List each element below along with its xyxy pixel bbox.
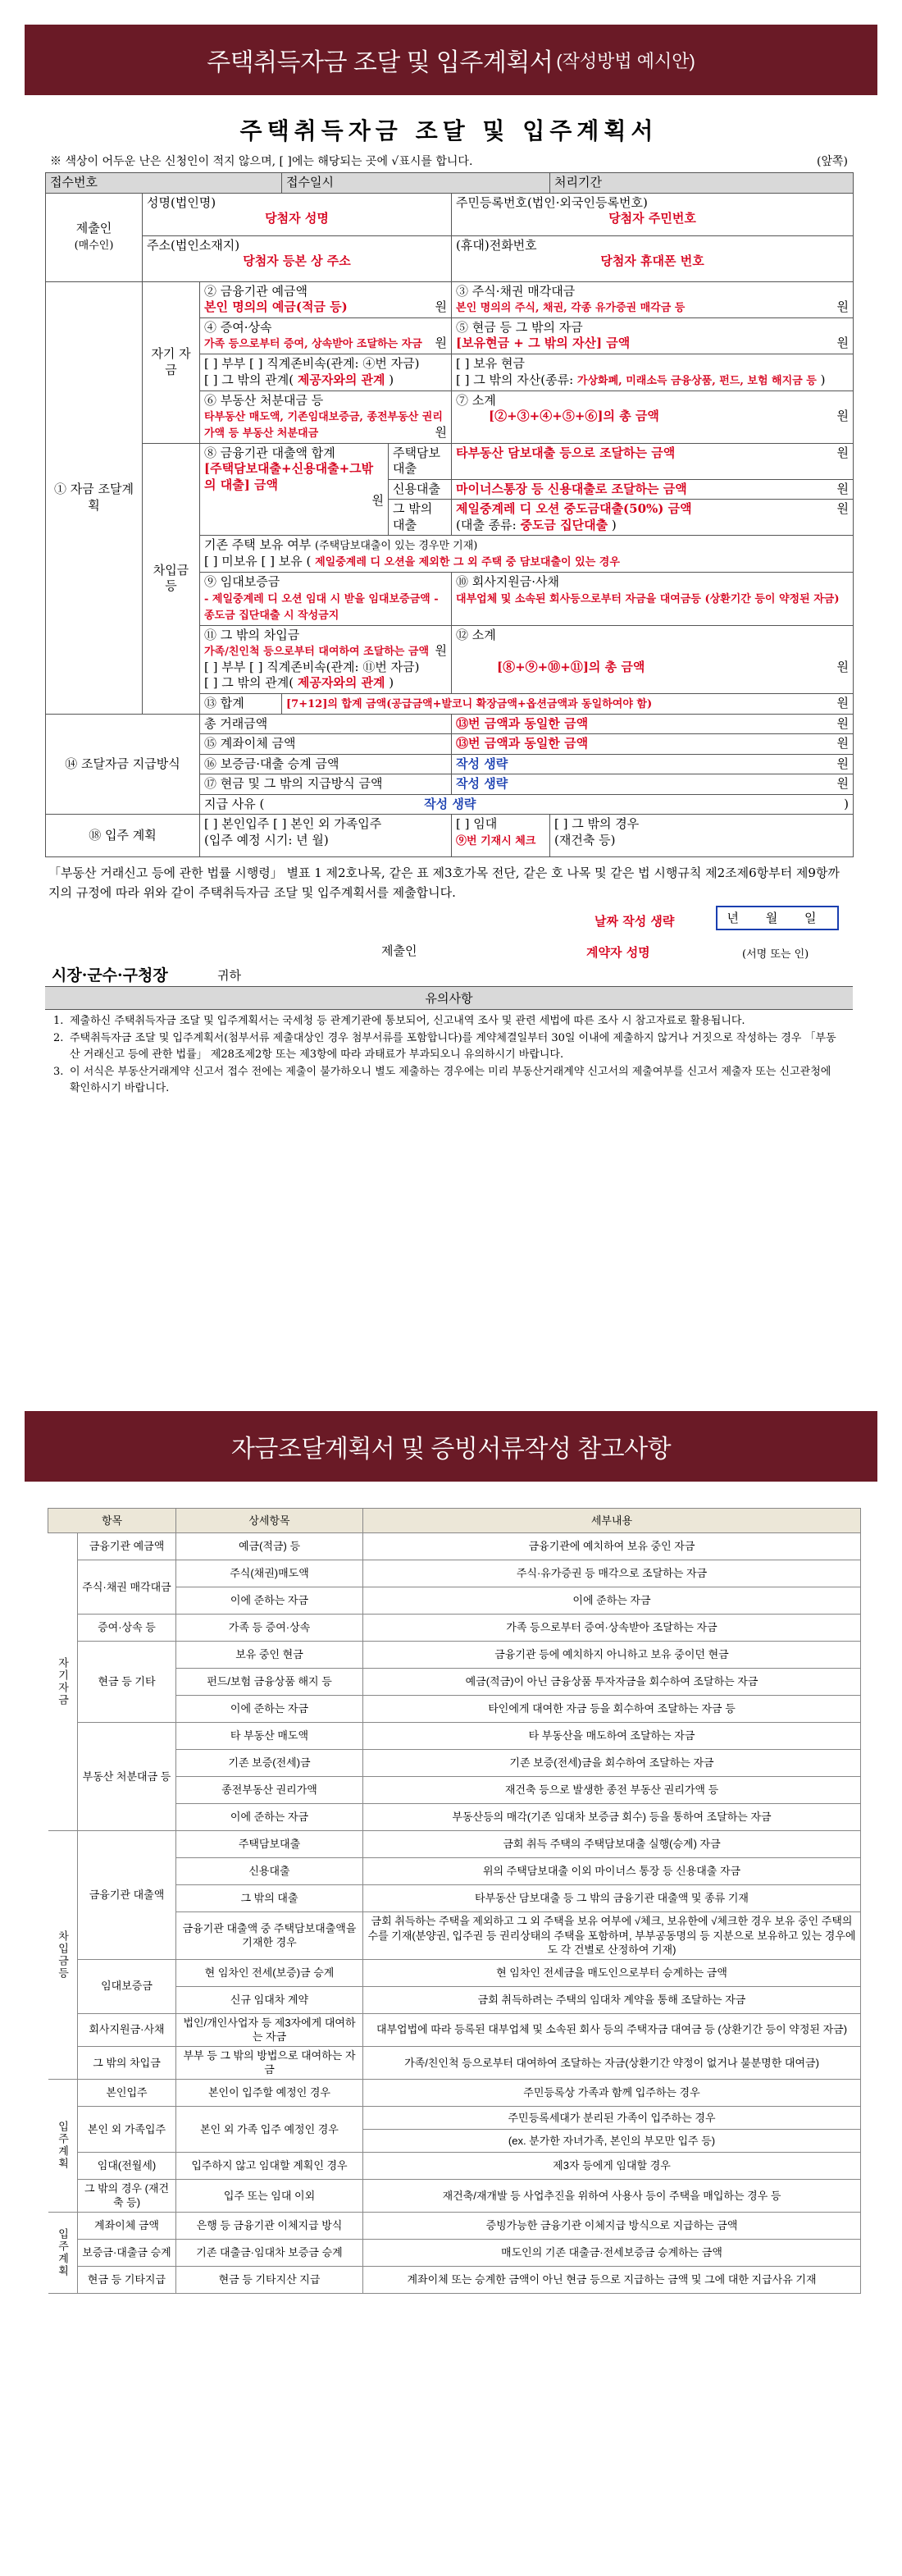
reference-detail: 그 밖의 대출 — [176, 1885, 363, 1912]
reference-item: 그 밖의 경우 (재건축 등) — [78, 2179, 176, 2212]
declaration-text: 「부동산 거래신고 등에 관한 법률 시행령」 별표 1 제2호나목, 같은 표 제3호가목 전단, 같은 호 나목 및 같은 법 시행규칙 제2조제6항부터 제9항까지의 규정에 따라 위와 같이 주택취득자금 조달 및 입주계획서를 제출합니다. — [48, 866, 840, 900]
transfer-field[interactable]: ⑬번 금액과 동일한 금액 원 — [452, 734, 854, 755]
application-form — [45, 113, 853, 1098]
reference-detail: 이에 준하는 자금 — [176, 1587, 363, 1615]
stock-field[interactable]: ③ 주식·채권 매각대금 본인 명의의 주식, 채권, 각종 유가증권 매각금 등 원 — [452, 281, 854, 317]
transfer-label: ⑮ 계좌이체 금액 — [200, 734, 452, 755]
phone-field[interactable]: (휴대)전화번호 당첨자 휴대폰 번호 — [452, 235, 854, 281]
reference-detail: 본인이 입주할 예정인 경우 — [176, 2079, 363, 2106]
reference-group: 입주계획 — [48, 2079, 78, 2212]
receipt-date: 접수일시 — [282, 173, 550, 194]
reference-detail: 신용대출 — [176, 1858, 363, 1885]
reference-content: 주민등록상 가족과 함께 입주하는 경우 — [363, 2079, 861, 2106]
reference-content: 금융기관 등에 예치하지 아니하고 보유 중이던 현금 — [363, 1642, 861, 1669]
reference-item: 금융기관 대출액 — [78, 1831, 176, 1960]
reference-content: 증빙가능한 금융기관 이체지급 방식으로 지급하는 금액 — [363, 2212, 861, 2239]
reference-row — [48, 1959, 861, 1986]
own-funds-label: 자기 자금 — [143, 281, 200, 443]
reference-detail: 현금 등 기타지산 지급 — [176, 2266, 363, 2293]
cash-pay-field[interactable]: 작성 생략 원 — [452, 774, 854, 795]
reference-detail: 현 임차인 전세(보증)금 승계 — [176, 1959, 363, 1986]
banner-subtitle: (작성방법 예시안) — [556, 50, 695, 71]
col-item: 항목 — [48, 1509, 176, 1533]
submitter-row-1 — [46, 193, 854, 235]
credit-loan-field[interactable]: 마이너스통장 등 신용대출로 조달하는 금액 원 — [452, 479, 854, 500]
reference-content: 계좌이체 또는 승계한 금액이 아닌 현금 등으로 지급하는 금액 및 그에 대한 지급사유 기재 — [363, 2266, 861, 2293]
date-note: 날짜 작성 생략 — [594, 913, 675, 929]
reference-content: 재건축/재개발 등 사업추진을 위하여 사용사 등이 주택을 매입하는 경우 등 — [363, 2179, 861, 2212]
reference-content: 위의 주택담보대출 이외 마이너스 통장 등 신용대출 자금 — [363, 1858, 861, 1885]
total-field[interactable]: [7+12]의 합계 금액(공급금액+발코니 확장금액+옵션금액과 동일하여야 함) 원 — [282, 693, 854, 714]
reference-content: 가족/친인척 등으로부터 대여하여 조달하는 자금(상환기간 약정이 없거나 불분명한 대여금) — [363, 2046, 861, 2079]
move-in-rent[interactable]: [ ] 임대 ⑨번 기재시 체크 — [452, 815, 550, 857]
reference-row — [48, 1560, 861, 1587]
reference-content: 현 임차인 전세금을 매도인으로부터 승계하는 금액 — [363, 1959, 861, 1986]
reference-detail: 이에 준하는 자금 — [176, 1696, 363, 1723]
reference-item: 증여·상속 등 — [78, 1615, 176, 1642]
reference-content: 주민등록세대가 분리된 가족이 입주하는 경우 — [363, 2106, 861, 2129]
mortgage-label: 주택담보대출 — [389, 443, 452, 479]
reference-content: 금회 취득하는 주택을 제외하고 그 외 주택을 보유 여부에 √체크, 보유한에 √체크한 경우 보유 중인 주택의 수를 기재(분양권, 입주권 등 권리상태의 주택을 포함하며, 부부공동명의 등 지분으로 보유하고 있는 경우에도 각 건별로 산정하여 기재) — [363, 1912, 861, 1960]
reference-row — [48, 2212, 861, 2239]
deposit-field[interactable]: ② 금융기관 예금액 본인 명의의 예금(적금 등) 원 — [200, 281, 452, 317]
other-borrow-field[interactable]: ⑪ 그 밖의 차입금 가족/친인척 등으로부터 대여하여 조달하는 금액 원 [ ] 부부 [ ] 직계존비속(관계: ⑪번 자금) [ ] 그 밖의 관계( 제공자와의 관계 ) — [200, 625, 452, 693]
reference-item: 보증금·대출금 승계 — [78, 2239, 176, 2266]
total-trade-field[interactable]: ⑬번 금액과 동일한 금액 원 — [452, 714, 854, 734]
reference-row — [48, 2106, 861, 2129]
reference-item: 임대(전월세) — [78, 2152, 176, 2179]
reference-row — [48, 1642, 861, 1669]
reference-item: 임대보증금 — [78, 1959, 176, 2013]
instruction-note: ※ 색상이 어두운 난은 신청인이 적지 않으며, [ ]에는 해당되는 곳에 √표시를 합니다. — [50, 155, 473, 168]
cash-type[interactable]: [ ] 보유 현금 [ ] 그 밖의 자산(종류: 가상화폐, 미래소득 금융상품, 펀드, 보험 해지금 등 ) — [452, 354, 854, 391]
reference-item: 주식·채권 매각대금 — [78, 1560, 176, 1615]
reference-detail: 가족 등 증여·상속 — [176, 1615, 363, 1642]
gift-field[interactable]: ④ 증여·상속 가족 등으로부터 증여, 상속받아 조달하는 자금 원 — [200, 317, 452, 354]
notice-title: 유의사항 — [45, 986, 853, 1010]
reference-item: 회사지원금·사채 — [78, 2013, 176, 2046]
reference-detail: 부부 등 그 밖의 방법으로 대여하는 자금 — [176, 2046, 363, 2079]
reference-row — [48, 2239, 861, 2266]
col-content: 세부내용 — [363, 1509, 861, 1533]
reference-detail: 신규 임대차 계약 — [176, 1986, 363, 2013]
move-in-label: ⑱ 입주 계획 — [46, 815, 200, 857]
reference-item: 부동산 처분대금 등 — [78, 1723, 176, 1831]
reference-detail: 법인/개인사업자 등 제3자에게 대여하는 자금 — [176, 2013, 363, 2046]
banner-title: 주택취득자금 조달 및 입주계획서 — [207, 49, 554, 76]
move-in-other[interactable]: [ ] 그 밖의 경우 (재건축 등) — [550, 815, 854, 857]
reference-content: 기존 보증(전세)금을 회수하여 조달하는 자금 — [363, 1750, 861, 1777]
cash-pay-label: ⑰ 현금 및 그 밖의 지급방식 금액 — [200, 774, 452, 795]
reference-content: 매도인의 기존 대출금·전세보증금 승계하는 금액 — [363, 2239, 861, 2266]
reference-content: 재건축 등으로 발생한 종전 부동산 권리가액 등 — [363, 1777, 861, 1804]
submitter-row-2 — [46, 235, 854, 281]
reference-detail: 본인 외 가족 입주 예정인 경우 — [176, 2106, 363, 2152]
page-side: (앞쪽) — [817, 155, 848, 168]
reference-detail: 예금(적금) 등 — [176, 1533, 363, 1560]
succession-label: ⑯ 보증금·대출 승계 금액 — [200, 754, 452, 774]
reference-detail: 금융기관 대출액 중 주택담보대출액을 기재한 경우 — [176, 1912, 363, 1960]
address-field[interactable]: 주소(법인소재지) 당첨자 등본 상 주소 — [143, 235, 452, 281]
submitter-sign-label: 제출인 — [381, 943, 417, 958]
reference-header — [48, 1509, 861, 1533]
reference-content: 금회 취득 주택의 주택담보대출 실행(승계) 자금 — [363, 1831, 861, 1858]
notice-item: 3. 이 서식은 부동산거래계약 신고서 접수 전에는 제출이 불가하오니 별도 제출하는 경우에는 미리 부동산거래계약 신고서의 제출여부를 신고서 제출자 또는 신고관청에 확인하시기 바랍니다. — [53, 1066, 831, 1094]
reference-content: 부동산등의 매각(기존 임대차 보증금 회수) 등을 통하여 조달하는 자금 — [363, 1804, 861, 1831]
gift-relation[interactable]: [ ] 부부 [ ] 직계존비속(관계: ④번 자금) [ ] 그 밖의 관계( 제공자와의 관계 ) — [200, 354, 452, 391]
reference-row — [48, 2013, 861, 2046]
reference-item: 본인 외 가족입주 — [78, 2106, 176, 2152]
reference-row — [48, 1533, 861, 1560]
mortgage-field[interactable]: 타부동산 담보대출 등으로 조달하는 금액 원 — [452, 443, 854, 479]
reference-content: 제3자 등에게 임대할 경우 — [363, 2152, 861, 2179]
reference-content: 타 부동산을 매도하여 조달하는 자금 — [363, 1723, 861, 1750]
sign-hint: (서명 또는 인) — [742, 948, 809, 961]
other-loan-label: 그 밖의 대출 — [389, 500, 452, 536]
reference-detail: 입주 또는 임대 이외 — [176, 2179, 363, 2212]
own-funds-row-1 — [46, 281, 854, 317]
reference-item: 계좌이체 금액 — [78, 2212, 176, 2239]
reference-item: 본인입주 — [78, 2079, 176, 2106]
reference-detail: 기존 보증(전세)금 — [176, 1750, 363, 1777]
reference-detail: 입주하지 않고 임대할 계획인 경우 — [176, 2152, 363, 2179]
reference-content: 가족 등으로부터 증여·상속받아 조달하는 자금 — [363, 1615, 861, 1642]
reference-detail: 이에 준하는 자금 — [176, 1804, 363, 1831]
move-in-self[interactable]: [ ] 본인입주 [ ] 본인 외 가족입주 (입주 예정 시기: 년 월) — [200, 815, 452, 857]
loan-row-1 — [46, 443, 854, 479]
notice-list — [45, 1010, 853, 1097]
bank-loan-field[interactable]: ⑧ 금융기관 대출액 합계 [주택담보대출+신용대출+그밖의 대출] 금액 원 — [200, 443, 389, 536]
own-subtotal-field[interactable]: ⑦ 소계 [②+③+④+⑤+⑥]의 총 금액 원 — [452, 391, 854, 443]
pay-reason-field[interactable]: 지급 사유 ( 작성 생략 ) — [200, 794, 854, 815]
reference-detail: 보유 중인 현금 — [176, 1642, 363, 1669]
reference-table — [48, 1508, 861, 2294]
reference-content: 타부동산 담보대출 등 그 밖의 금융기관 대출액 및 종류 기재 — [363, 1885, 861, 1912]
cash-field[interactable]: ⑤ 현금 등 그 밖의 자금 [보유현금 + 그 밖의 자산] 금액 원 — [452, 317, 854, 354]
reference-row — [48, 1615, 861, 1642]
reference-item: 현금 등 기타 — [78, 1642, 176, 1723]
reference-item: 현금 등 기타지급 — [78, 2266, 176, 2293]
reference-row — [48, 1723, 861, 1750]
reference-detail: 타 부동산 매도액 — [176, 1723, 363, 1750]
succession-field[interactable]: 작성 생략 원 — [452, 754, 854, 774]
reference-row — [48, 2046, 861, 2079]
form-note — [45, 153, 853, 172]
reference-content: 타인에게 대여한 자금 등을 회수하여 조달하는 자금 등 — [363, 1696, 861, 1723]
funding-plan-label: ① 자금 조달계획 — [46, 281, 143, 714]
reference-row — [48, 2179, 861, 2212]
reference-detail: 은행 등 금융기관 이체지급 방식 — [176, 2212, 363, 2239]
reference-detail: 기존 대출금·임대차 보증금 승계 — [176, 2239, 363, 2266]
move-in-row — [46, 815, 854, 857]
reference-content: 이에 준하는 자금 — [363, 1587, 861, 1615]
reference-content: 금융기관에 예치하여 보유 중인 자금 — [363, 1533, 861, 1560]
reference-item: 금융기관 예금액 — [78, 1533, 176, 1560]
reference-detail: 종전부동산 권리가액 — [176, 1777, 363, 1804]
signer-name[interactable]: 계약자 성명 — [586, 944, 650, 960]
submitter-label: 제출인 (매수인) — [46, 193, 143, 281]
reference-group: 차입금등 — [48, 1831, 78, 2080]
reference-content: 주식·유가증권 등 매각으로 조달하는 자금 — [363, 1560, 861, 1587]
reference-group: 입주계획 — [48, 2212, 78, 2293]
payment-method-label: ⑭ 조달자금 지급방식 — [46, 714, 200, 815]
reference-group: 자기자금 — [48, 1533, 78, 1831]
recipient-suffix: 귀하 — [217, 967, 241, 983]
rrn-field[interactable]: 주민등록번호(법인·외국인등록번호) 당첨자 주민번호 — [452, 193, 854, 235]
reference-row — [48, 1831, 861, 1858]
property-sale-field[interactable]: ⑥ 부동산 처분대금 등 타부동산 매도액, 기존임대보증금, 종전부동산 권리가액 등 부동산 처분대금 원 — [200, 391, 452, 443]
date-box[interactable]: 년 월 일 — [716, 906, 839, 930]
name-field[interactable]: 성명(법인명) 당첨자 성명 — [143, 193, 452, 235]
form-title: 주택취득자금 조달 및 입주계획서 — [239, 117, 658, 144]
other-loan-field[interactable]: 제일중계레 디 오션 중도금대출(50%) 금액 원 (대출 종류: 중도금 집단대출 ) — [452, 500, 854, 536]
notice-item: 1. 제출하신 주택취득자금 조달 및 입주계획서는 국세청 등 관계기관에 통보되어, 신고내역 조사 및 관련 세법에 따른 조사 시 참고자료로 활용됩니다. — [53, 1014, 745, 1027]
existing-home-field[interactable]: 기존 주택 보유 여부 (주택담보대출이 있는 경우만 기재) [ ] 미보유 [ ] 보유 ( 제일중계레 디 오션을 제외한 그 외 주택 중 담보대출이 있는 경우 — [200, 536, 854, 573]
loan-label: 차입금 등 — [143, 443, 200, 714]
receipt-number: 접수번호 — [46, 173, 282, 194]
lease-deposit-field[interactable]: ⑨ 임대보증금 - 제일중계레 디 오션 임대 시 받을 임대보증금액 - 종도금 집단대출 시 작성금지 — [200, 573, 452, 625]
reference-row — [48, 2079, 861, 2106]
form-table — [45, 172, 854, 857]
pay-row-1 — [46, 714, 854, 734]
notice-item: 2. 주택취득자금 조달 및 입주계획서(첨부서류 제출대상인 경우 첨부서류를 포함합니다)를 계약체결일부터 30일 이내에 제출하지 않거나 거짓으로 작성하는 경우 「부동산 거래신고 등에 관한 법률」 제28조제2항 또는 제3항에 따라 과태료가 부과되오니 유의하시기 바랍니다. — [53, 1032, 836, 1061]
process-period: 처리기간 — [550, 173, 854, 194]
recipient: 시장·군수·구청장 — [52, 966, 168, 984]
reference-content: 금회 취득하려는 주택의 임대차 계약을 통해 조달하는 자금 — [363, 1986, 861, 2013]
reference-item: 그 밖의 차입금 — [78, 2046, 176, 2079]
signature-area — [45, 902, 853, 984]
reference-row — [48, 2266, 861, 2293]
reference-title: 자금조달계획서 및 증빙서류작성 참고사항 — [230, 1436, 672, 1463]
receipt-row — [46, 173, 854, 194]
reference-detail: 주택담보대출 — [176, 1831, 363, 1858]
reference-content: 대부업법에 따라 등록된 대부업체 및 소속된 회사 등의 주택자금 대여금 등 (상환기간 등이 약정된 자금) — [363, 2013, 861, 2046]
reference-detail: 펀드/보험 금융상품 해지 등 — [176, 1669, 363, 1696]
reference-content: 예금(적금)이 아닌 금융상품 투자자금을 회수하여 조달하는 자금 — [363, 1669, 861, 1696]
header-banner — [25, 25, 877, 95]
reference-detail: 주식(채권)매도액 — [176, 1560, 363, 1587]
reference-row — [48, 2152, 861, 2179]
company-support-field[interactable]: ⑩ 회사지원금·사채 대부업체 및 소속된 회사등으로부터 자금을 대여금등 (상환기간 등이 약정된 자금) — [452, 573, 854, 625]
total-label: ⑬ 합계 — [200, 693, 282, 714]
loan-subtotal-field[interactable]: ⑫ 소계 [⑧+⑨+⑩+⑪]의 총 금액 원 — [452, 625, 854, 693]
credit-loan-label: 신용대출 — [389, 479, 452, 500]
reference-banner — [25, 1411, 877, 1482]
total-trade-label: 총 거래금액 — [200, 714, 452, 734]
col-detail: 상세항목 — [176, 1509, 363, 1533]
reference-content: (ex. 분가한 자녀가족, 본인의 부모만 입주 등) — [363, 2129, 861, 2152]
